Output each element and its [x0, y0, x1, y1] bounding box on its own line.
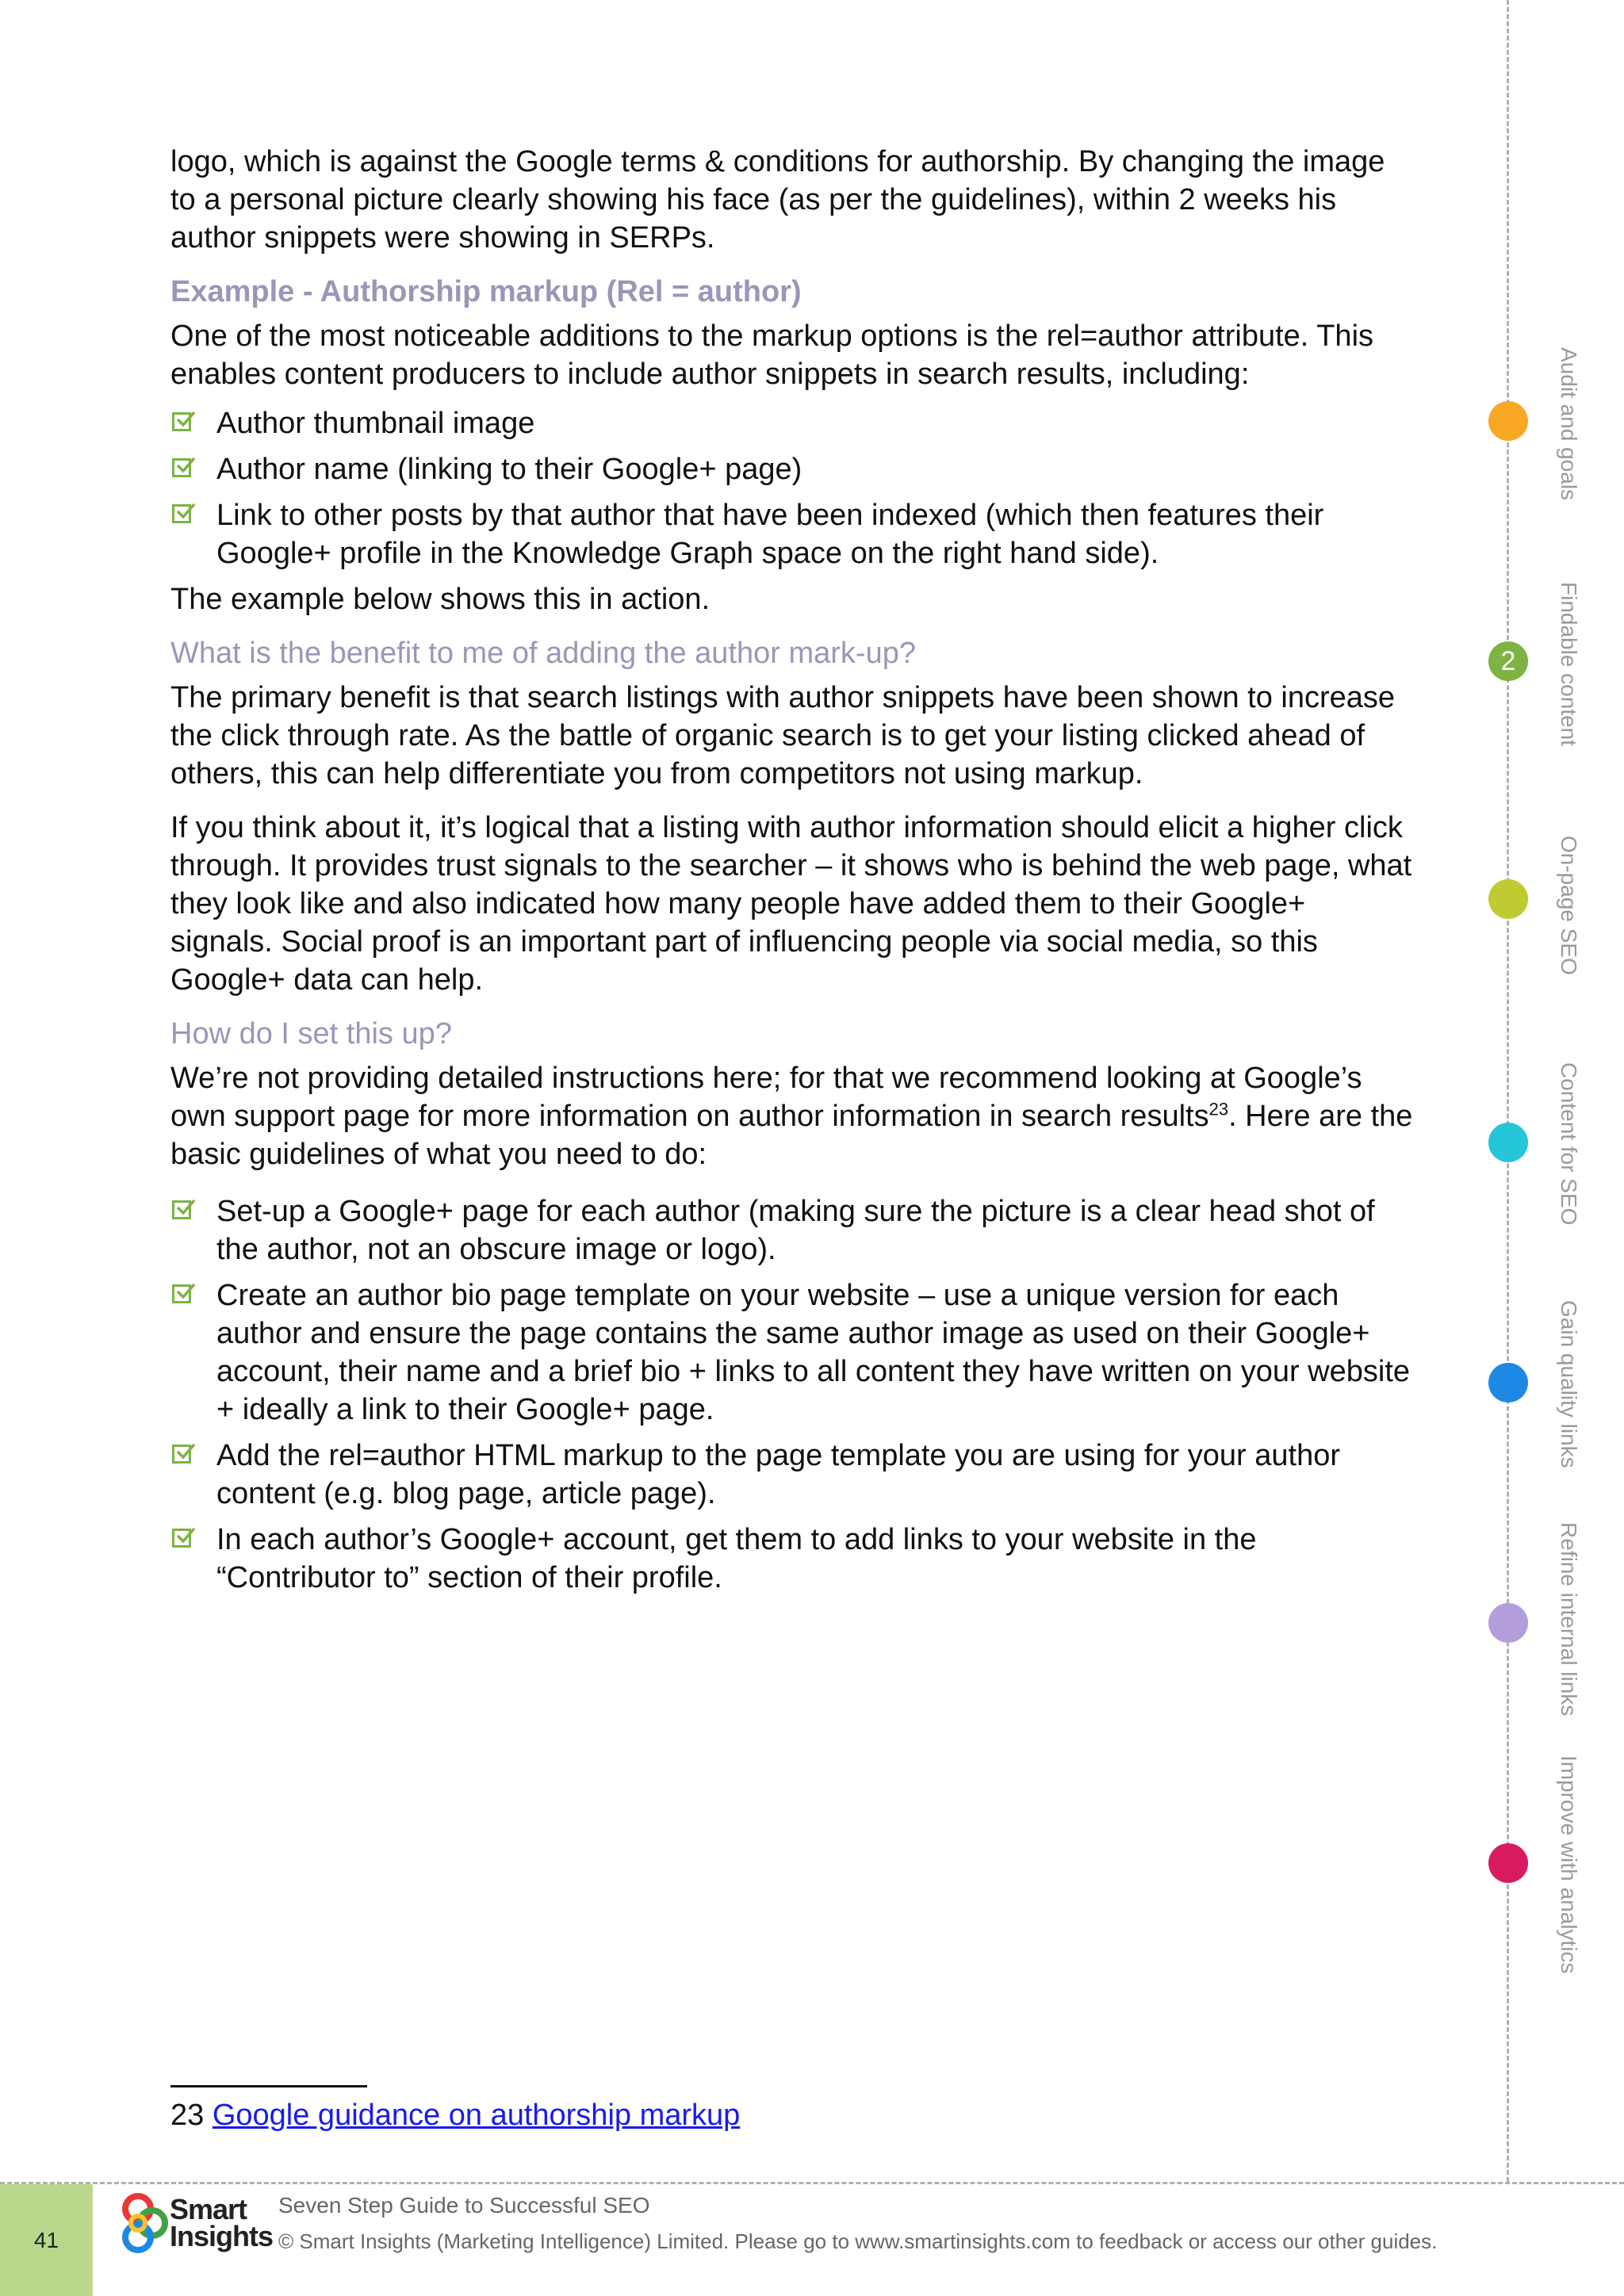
list-item: [170, 404, 1415, 442]
page-number: 41: [33, 2227, 59, 2252]
footer-copyright: © Smart Insights (Marketing Intelligence) Limited. Please go to www.smartinsights.com to feedback or access our other guides.: [278, 2229, 1438, 2253]
list-item-text: Create an author bio page template on your website – use a unique version for each author and ensure the page contains the same author image as used on their Google+ account, their name and a brief bio + links to all content they have written on your website + ideally a link to their Google+ page.: [216, 1279, 1411, 1426]
intro-paragraph: logo, which is against the Google terms & conditions for authorship. By changing the image to a personal picture clearly showing his face (as per the guidelines), within 2 weeks his author snippets were showing in SERPs.: [170, 145, 1385, 254]
sidenav-label-analytics[interactable]: Improve with analytics: [1557, 1755, 1581, 1974]
sidenav-dot-onpage[interactable]: [1488, 879, 1528, 919]
list-item-text: In each author’s Google+ account, get them to add links to your website in the “Contributor to” section of their profile.: [216, 1523, 1257, 1594]
sidenav-dot-links[interactable]: [1488, 1363, 1528, 1402]
sidenav-label-links[interactable]: Gain quality links: [1557, 1300, 1581, 1468]
sidenav-label-onpage[interactable]: On-page SEO: [1557, 836, 1581, 975]
sidenav-dot-analytics[interactable]: [1488, 1843, 1528, 1883]
checkbox-icon: [172, 1200, 191, 1219]
footnote-divider: [170, 2085, 367, 2087]
benefit-heading: What is the benefit to me of adding the author mark-up?: [170, 637, 916, 670]
list-item: [170, 1276, 1415, 1429]
sidenav-label-audit[interactable]: Audit and goals: [1557, 347, 1581, 501]
footnote-ref: 23: [1208, 1099, 1229, 1119]
checkbox-icon: [172, 504, 191, 523]
example-paragraph: One of the most noticeable additions to the markup options is the rel=author attribute. This enables content producers to include author snippets in search results, including:: [170, 320, 1374, 391]
sidenav-dot-findable[interactable]: 2: [1488, 641, 1528, 681]
page-number-box: [0, 2184, 93, 2296]
benefit-paragraph-1: The primary benefit is that search listings with author snippets have been shown to increase the click through rate. As the battle of organic search is to get your listing clicked ahead of others, this can help differentiate you from competitors not using markup.: [170, 681, 1396, 790]
smart-insights-logo: [121, 2191, 274, 2263]
checkbox-icon: [172, 1284, 191, 1303]
footnote-link[interactable]: Google guidance on authorship markup: [212, 2099, 741, 2132]
logo-mark-icon: [121, 2191, 170, 2258]
list-item-text: Add the rel=author HTML markup to the page template you are using for your author content (e.g. blog page, article page).: [216, 1439, 1341, 1510]
sidenav-label-findable[interactable]: Findable content: [1557, 582, 1581, 747]
checkbox-icon: [172, 412, 191, 431]
list-item: [170, 1192, 1415, 1269]
setup-steps-list: [170, 1192, 1415, 1597]
sidenav-dot-audit[interactable]: [1488, 401, 1528, 441]
footer-divider: [0, 2182, 1624, 2184]
list-item: [170, 1437, 1415, 1513]
author-snippet-list: [170, 404, 1415, 572]
example-below-text: The example below shows this in action.: [170, 583, 710, 616]
list-item-text: Author name (linking to their Google+ page): [216, 453, 802, 486]
logo-text: Smart Insights: [170, 2193, 274, 2252]
list-item: [170, 450, 1415, 488]
setup-heading: How do I set this up?: [170, 1017, 452, 1050]
footnote-number: 23: [170, 2099, 205, 2132]
sidenav-label-internal[interactable]: Refine internal links: [1557, 1522, 1581, 1716]
sidenav-dot-internal[interactable]: [1488, 1603, 1528, 1643]
checkbox-icon: [172, 1445, 191, 1464]
list-item: [170, 496, 1415, 572]
list-item-text: Link to other posts by that author that have been indexed (which then features their Google+ profile in the Knowledge Graph space on the right hand side).: [216, 499, 1324, 570]
main-content: [170, 143, 1415, 1605]
sidenav-dot-content[interactable]: [1488, 1123, 1528, 1162]
benefit-paragraph-2: If you think about it, it’s logical that a listing with author information should elicit a higher click through. It provides trust signals to the searcher – it shows who is behind the web page, what they look like and also indicated how many people have added them to their Google+ signals. Social proof is an important part of influencing people via social media, so this Google+ data can help.: [170, 811, 1412, 997]
sidenav-label-content[interactable]: Content for SEO: [1557, 1062, 1581, 1226]
list-item: [170, 1521, 1415, 1597]
list-item-text: Author thumbnail image: [216, 407, 535, 440]
list-item-text: Set-up a Google+ page for each author (making sure the picture is a clear head shot of the author, not an obscure image or logo).: [216, 1195, 1375, 1266]
checkbox-icon: [172, 1529, 191, 1548]
example-heading: Example - Authorship markup (Rel = author): [170, 275, 802, 308]
footnote: [170, 2096, 740, 2134]
checkbox-icon: [172, 458, 191, 477]
footer-title: Seven Step Guide to Successful SEO: [278, 2193, 650, 2218]
setup-paragraph: We’re not providing detailed instructions here; for that we recommend looking at Google’s own support page for more information on author information in search results$^{23}$. Here are the basic guidelines of what you need to do:: [170, 1062, 1413, 1171]
